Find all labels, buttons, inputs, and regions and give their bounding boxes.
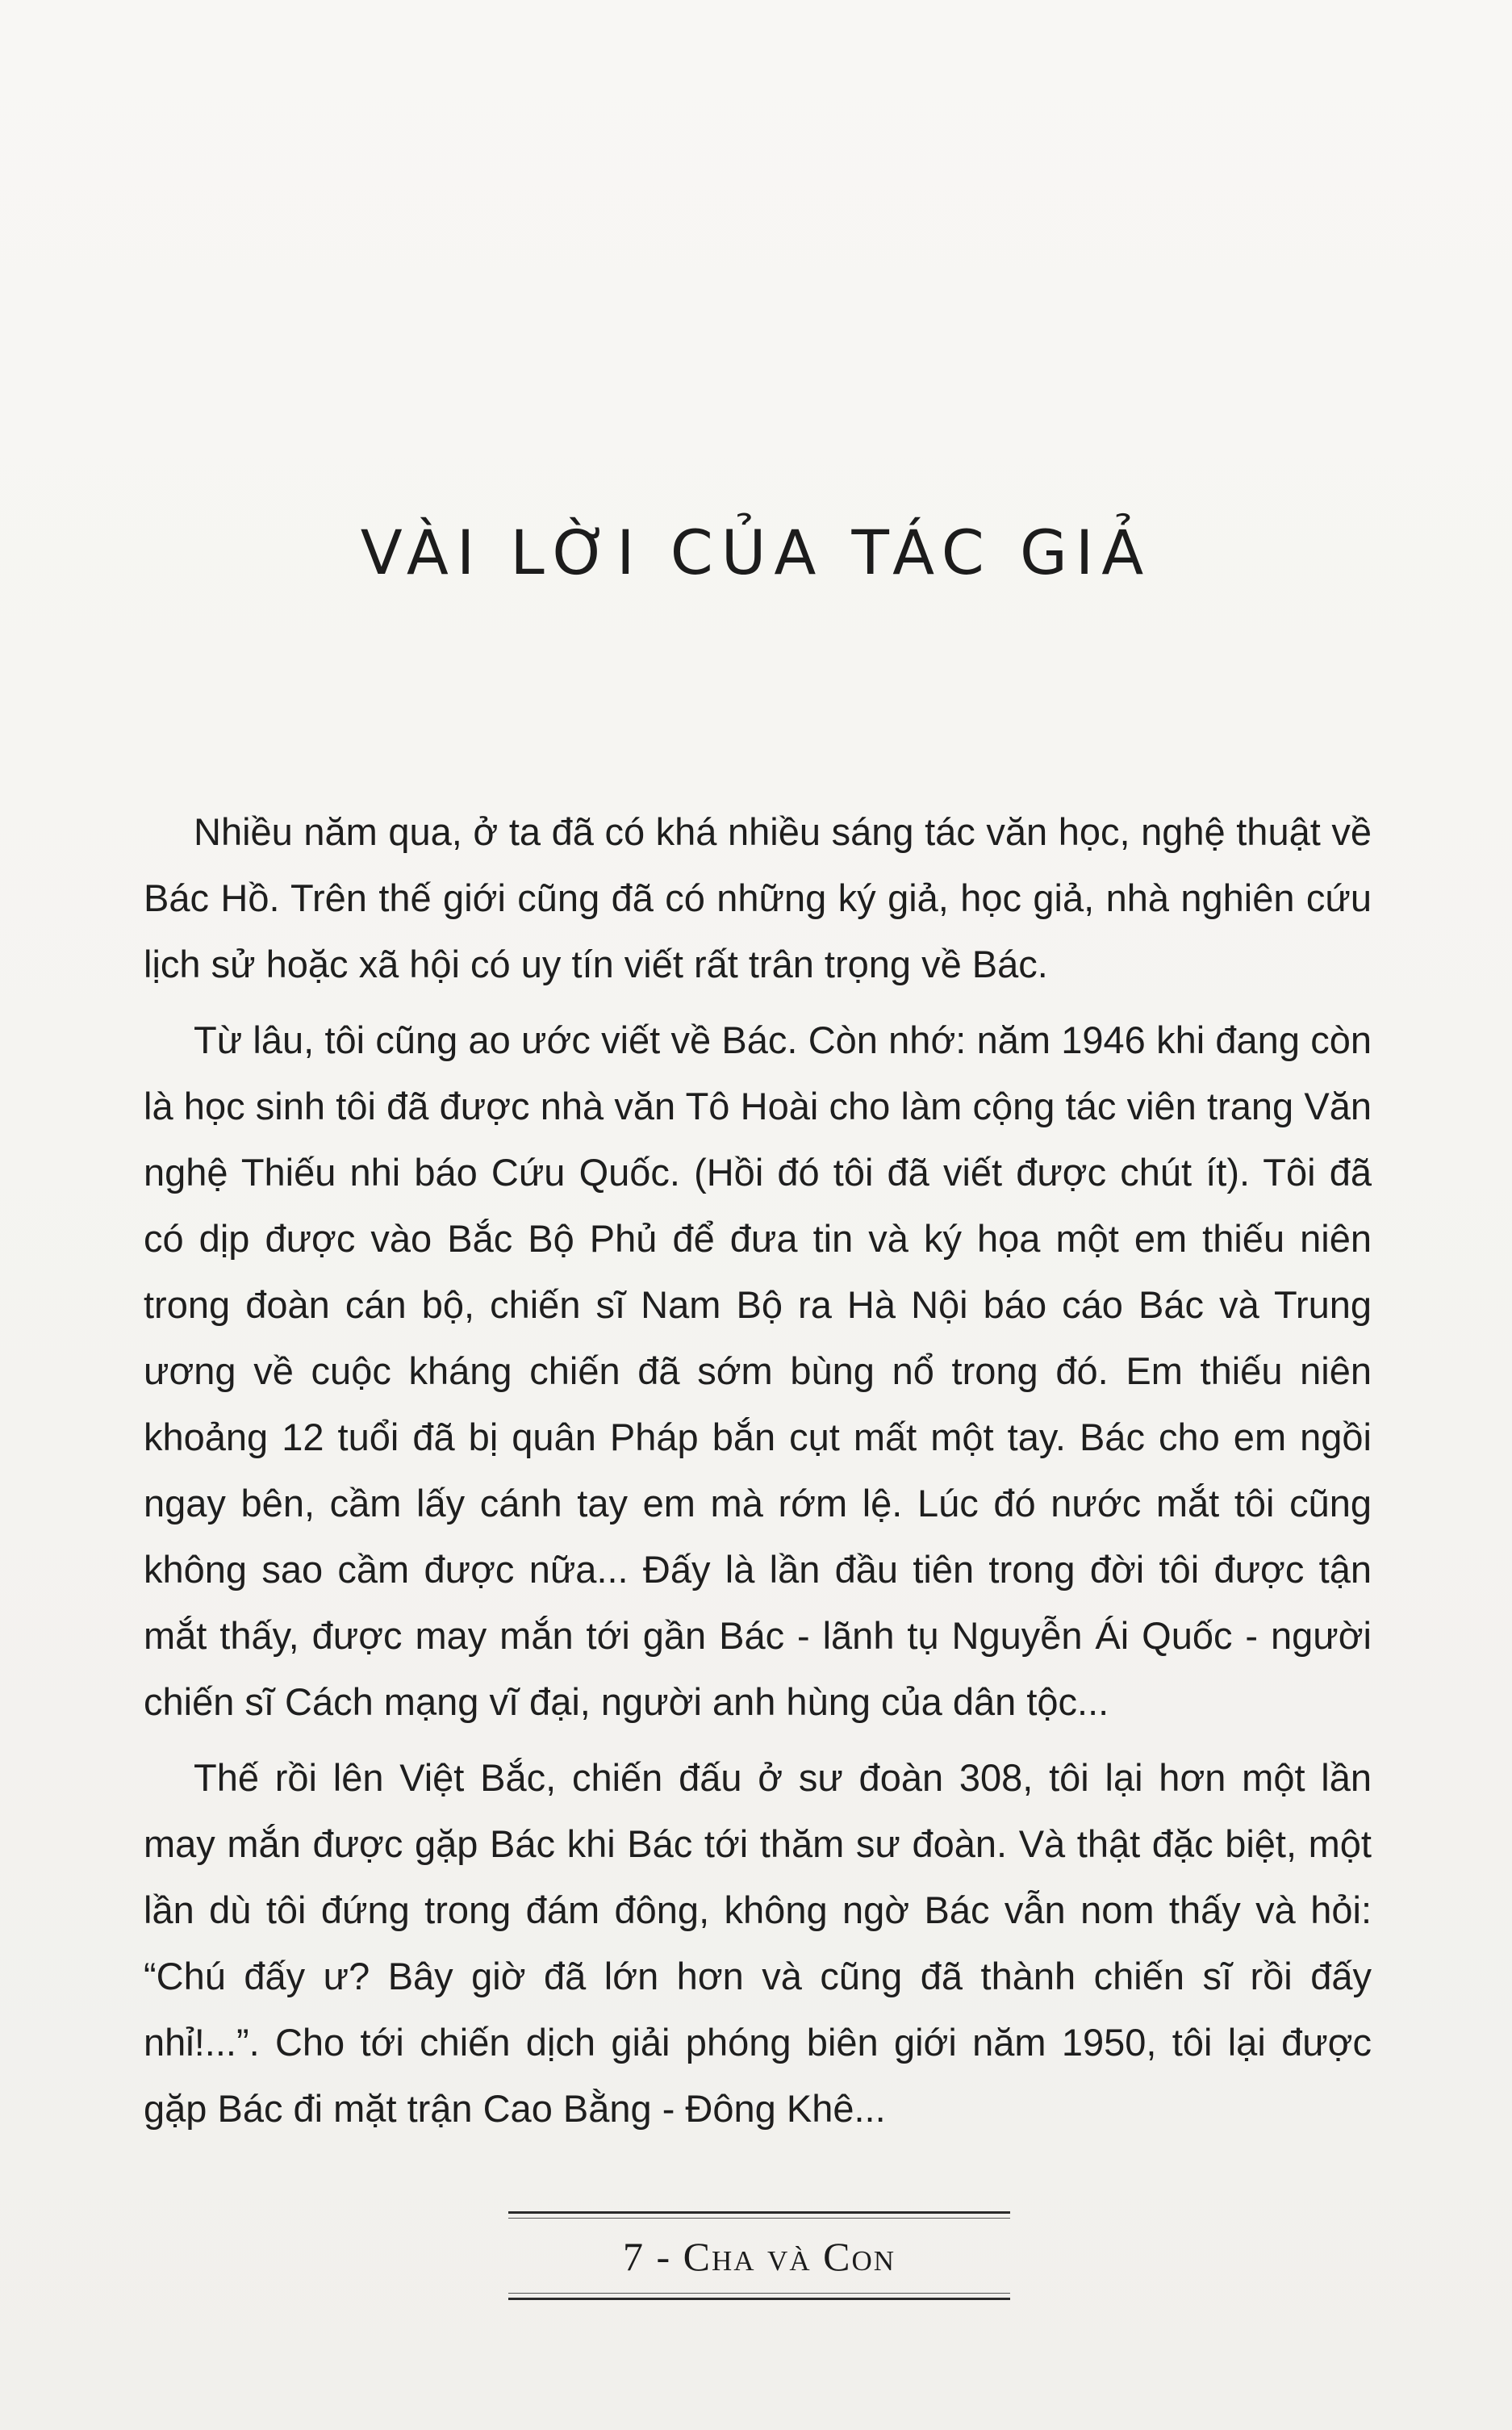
paragraph-1: Nhiều năm qua, ở ta đã có khá nhiều sáng tác văn học, nghệ thuật về Bác Hồ. Trên thế giới cũng đã có những ký giả, học giả, nhà nghiên cứu lịch sử hoặc xã hội có uy tín viết rất trân trọng về Bác. bbox=[144, 810, 1372, 985]
page-footer bbox=[508, 2211, 1010, 2300]
footer-bottom-rule bbox=[508, 2298, 1010, 2300]
footer-top-rule bbox=[508, 2211, 1010, 2214]
paragraph-3: Thế rồi lên Việt Bắc, chiến đấu ở sư đoàn 308, tôi lại hơn một lần may mắn được gặp Bác khi Bác tới thăm sư đoàn. Và thật đặc biệt, một lần dù tôi đứng trong đám đông, không ngờ Bác vẫn nom thấy và hỏi: “Chú đấy ư? Bây giờ đã lớn hơn và cũng đã thành chiến sĩ rồi đấy nhỉ!...”. Cho tới chiến dịch giải phóng biên giới năm 1950, tôi lại được gặp Bác đi mặt trận Cao Bằng - Đông Khê... bbox=[144, 1756, 1372, 2130]
footer-label bbox=[508, 2219, 1010, 2293]
page-number: 7 bbox=[622, 2234, 645, 2279]
footer-separator: - bbox=[656, 2234, 672, 2279]
paragraph-2: Từ lâu, tôi cũng ao ước viết về Bác. Còn nhớ: năm 1946 khi đang còn là học sinh tôi đã được nhà văn Tô Hoài cho làm cộng tác viên trang Văn nghệ Thiếu nhi báo Cứu Quốc. (Hồi đó tôi đã viết được chút ít). Tôi đã có dịp được vào Bắc Bộ Phủ để đưa tin và ký họa một em thiếu niên trong đoàn cán bộ, chiến sĩ Nam Bộ ra Hà Nội báo cáo Bác và Trung ương về cuộc kháng chiến đã sớm bùng nổ trong đó. Em thiếu niên khoảng 12 tuổi đã bị quân Pháp bắn cụt mất một tay. Bác cho em ngồi ngay bên, cầm lấy cánh tay em mà rớm lệ. Lúc đó nước mắt tôi cũng không sao cầm được nữa... Đấy là lần đầu tiên trong đời tôi được tận mắt thấy, được may mắn tới gần Bác - lãnh tụ Nguyễn Ái Quốc - người chiến sĩ Cách mạng vĩ đại, người anh hùng của dân tộc... bbox=[144, 1018, 1372, 1723]
body-text bbox=[144, 799, 1372, 2142]
footer-bottom-rule-thin bbox=[508, 2293, 1010, 2294]
chapter-title: VÀI LỜI CỦA TÁC GIẢ bbox=[360, 517, 1152, 588]
running-title: Cha và Con bbox=[683, 2234, 896, 2279]
